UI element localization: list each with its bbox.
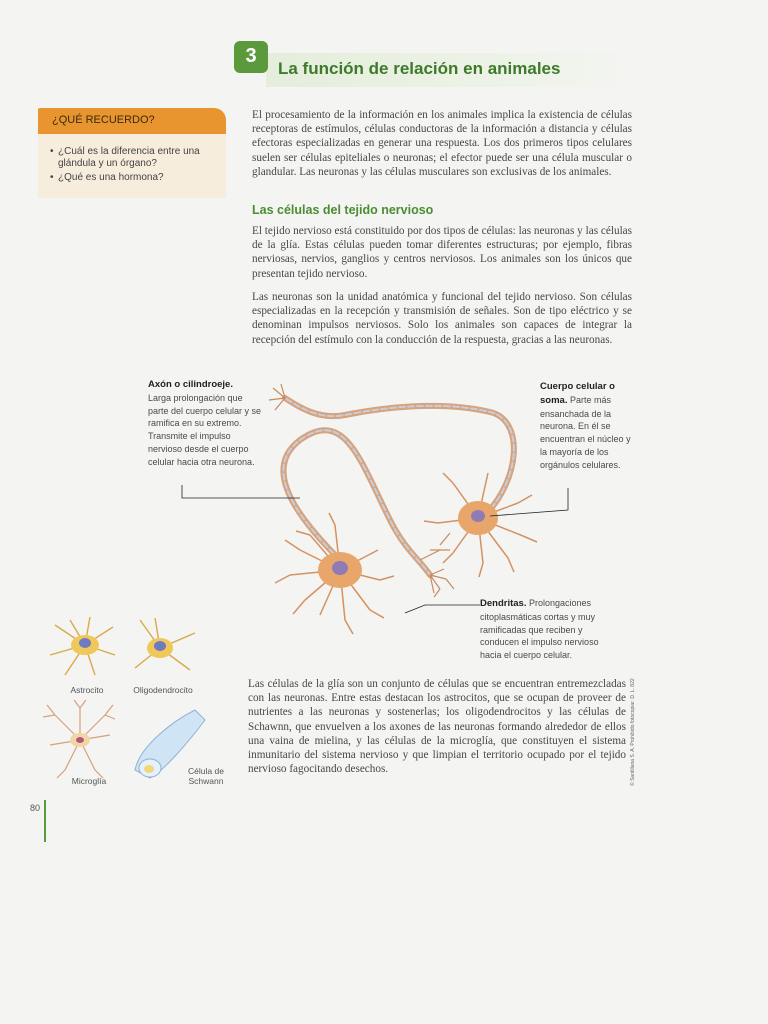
paragraph-neurons: Las neuronas son la unidad anatómica y funcional del tejido nervioso. Son células especializadas en la recepción y transmisión de señales. Son de tipo eléctrico y se denominan impulsos nerviosos. Solo los animales son capaces de integrar la recepción del estímulo con la conducción de la respuesta, gracias a las neuronas. [252,291,632,346]
caption-microglia: Microglía [71,776,107,786]
copyright-credit: © Santillana S. A. Prohibido fotocopiar. D. L. 822 [630,678,636,786]
nucleus-left [332,561,348,575]
microglia-nucleus [76,737,84,743]
soma-description: Parte más ensanchada de la neurona. En él se encuentran el núcleo y la mayoría de los orgánulos celulares. [540,394,631,470]
axon-2 [285,398,514,515]
dendrites-label [480,597,618,662]
caption-astrocito: Astrocito [70,685,104,695]
caption-oligodendrocito: Oligodendrocito [133,685,193,695]
recall-heading: ¿QUÉ RECUERDO? [52,114,155,126]
astrocyte-nucleus [79,638,91,648]
page-title: La función de relación en animales [278,59,561,78]
soma-label [540,380,632,472]
axon-description: Larga prolongación que parte del cuerpo celular y se ramifica en su extremo. Transmite el impulso nervioso desde el cuerpo celular hacia otra neurona. [148,392,262,467]
dendrites-description: Prolongaciones citoplasmáticas cortas y muy ramificadas que reciben y conducen el impulso nervioso hacia el cuerpo celular. [480,598,599,661]
soma-term: Cuerpo celular o soma. [540,381,615,406]
paragraph-glia: Las células de la glía son un conjunto de células que se encuentran entremezcladas con las neuronas. Entre estas destacan los astrocitos, que se ocupan de proveer de nutrientes a las neuronas y sostenerlas; los oligodendrocitos y las células de Schawnn, que envuelven a los axones de las neuronas formando alrededor de ellos una vaina de mielina, y las células de la microglía, que constituyen el sistema inmunitario del sistema nervioso y que limpian el territorio ocupado por el tejido nervioso fagocitando desechos. [248,678,626,776]
page-number: 80 [30,803,41,813]
axon-term: Axón o cilindroeje. [148,379,233,390]
oligodendrocyte-nucleus [154,641,166,651]
dendrites-leader-line [405,605,480,613]
section-heading: Las células del tejido nervioso [252,203,434,217]
nucleus-right [471,510,485,522]
leader-lines [182,485,568,613]
paragraph-tissue: El tejido nervioso está constituido por dos tipos de células: las neuronas y las células de la glía. Estas células pueden tomar diferentes estructuras; por ejemplo, fibras nerviosas, nervios, ganglios y centros nerviosos. Los animales son los únicos que presentan tejido nervioso. [252,225,632,280]
chapter-number-badge: 3 [234,41,268,73]
axon-terminals [269,384,454,597]
axon-label [148,378,264,469]
recall-question: • ¿Qué es una hormona? [50,172,218,184]
axon-leader-line [182,485,300,498]
page-number-bar [44,800,46,842]
caption-schwann: Célula de Schwann [188,766,224,786]
dendrites-term: Dendritas. [480,598,527,609]
recall-question: • ¿Cuál es la diferencia entre una glándula y un órgano? [50,146,218,170]
intro-paragraph: El procesamiento de la información en los animales implica la existencia de células receptoras de estímulos, células conductoras de la información a distancia y células efectoras especializadas en generar una respuesta. Los dos primeros tipos celulares suelen ser células epiteliales o neuronas; el efector puede ser una célula muscular o glandular. Las neuronas y las células musculares son exclusivas de los animales. [252,109,632,178]
